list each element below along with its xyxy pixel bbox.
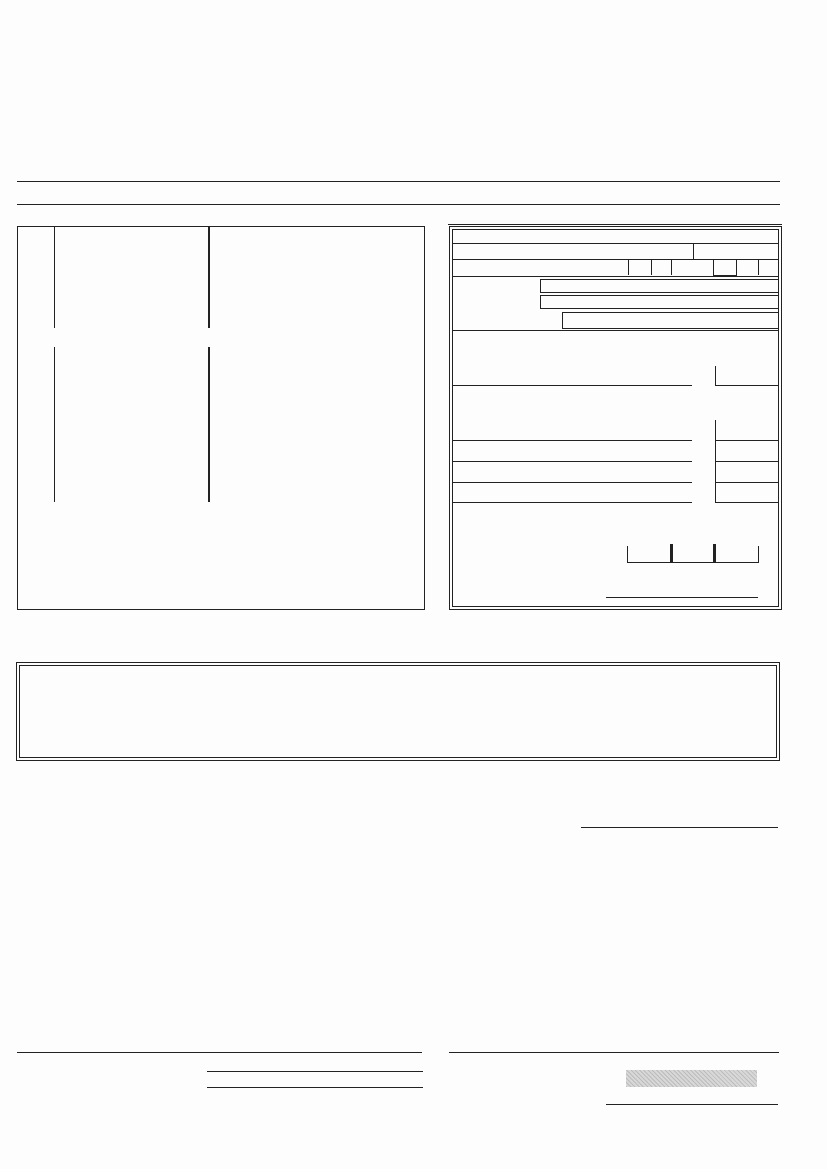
entry-box-1[interactable] — [628, 259, 629, 275]
deadline-field[interactable] — [627, 562, 759, 563]
mup-line[interactable] — [207, 1087, 423, 1088]
city-line — [452, 243, 779, 244]
place-line[interactable] — [606, 1104, 778, 1105]
team-sign-line-4 — [715, 502, 779, 503]
deadline-tick-2 — [670, 544, 673, 562]
entry-box-2[interactable] — [651, 259, 652, 275]
team-sign-line-2 — [715, 461, 779, 462]
extra-line — [17, 204, 780, 205]
col-divider-value-2 — [208, 347, 210, 502]
worker-divider — [715, 366, 716, 385]
worker-sign-line — [715, 385, 779, 386]
family-number-field[interactable] — [540, 279, 779, 293]
team-sign-line-1 — [715, 440, 779, 441]
deadline-tick-4 — [758, 546, 759, 562]
team-line-4 — [452, 502, 692, 503]
worker-line — [452, 385, 692, 386]
signature-line[interactable] — [606, 597, 758, 598]
id-card-line[interactable] — [207, 1071, 423, 1072]
col-divider-num — [54, 226, 55, 328]
entry-line — [452, 276, 779, 277]
received-signature-line[interactable] — [449, 1052, 779, 1053]
reason-box-inner — [19, 665, 777, 758]
family-number-field-2[interactable] — [540, 295, 779, 309]
deadline-tick-1 — [627, 546, 628, 562]
col-divider-value — [208, 226, 210, 328]
col-divider-num-2 — [54, 347, 55, 502]
service-code-divider — [693, 243, 694, 259]
entry-box-4[interactable] — [713, 259, 737, 276]
team-line-1 — [452, 440, 692, 441]
team-sign-line-3 — [715, 482, 779, 483]
team-line-3 — [452, 482, 692, 483]
deadline-tick-3 — [713, 544, 716, 562]
entry-box-3[interactable] — [671, 259, 672, 275]
team-line-2 — [452, 461, 692, 462]
office-heading-underline — [448, 224, 782, 225]
date-stamp-field[interactable] — [626, 1070, 757, 1087]
case-line — [452, 330, 779, 331]
applicant-signature-line[interactable] — [17, 1052, 422, 1053]
applicant-table — [17, 226, 425, 610]
method-option-5-line[interactable] — [581, 827, 778, 828]
entry-box-5[interactable] — [758, 259, 759, 275]
right-type-underline — [17, 181, 780, 182]
case-number-field[interactable] — [562, 312, 779, 329]
